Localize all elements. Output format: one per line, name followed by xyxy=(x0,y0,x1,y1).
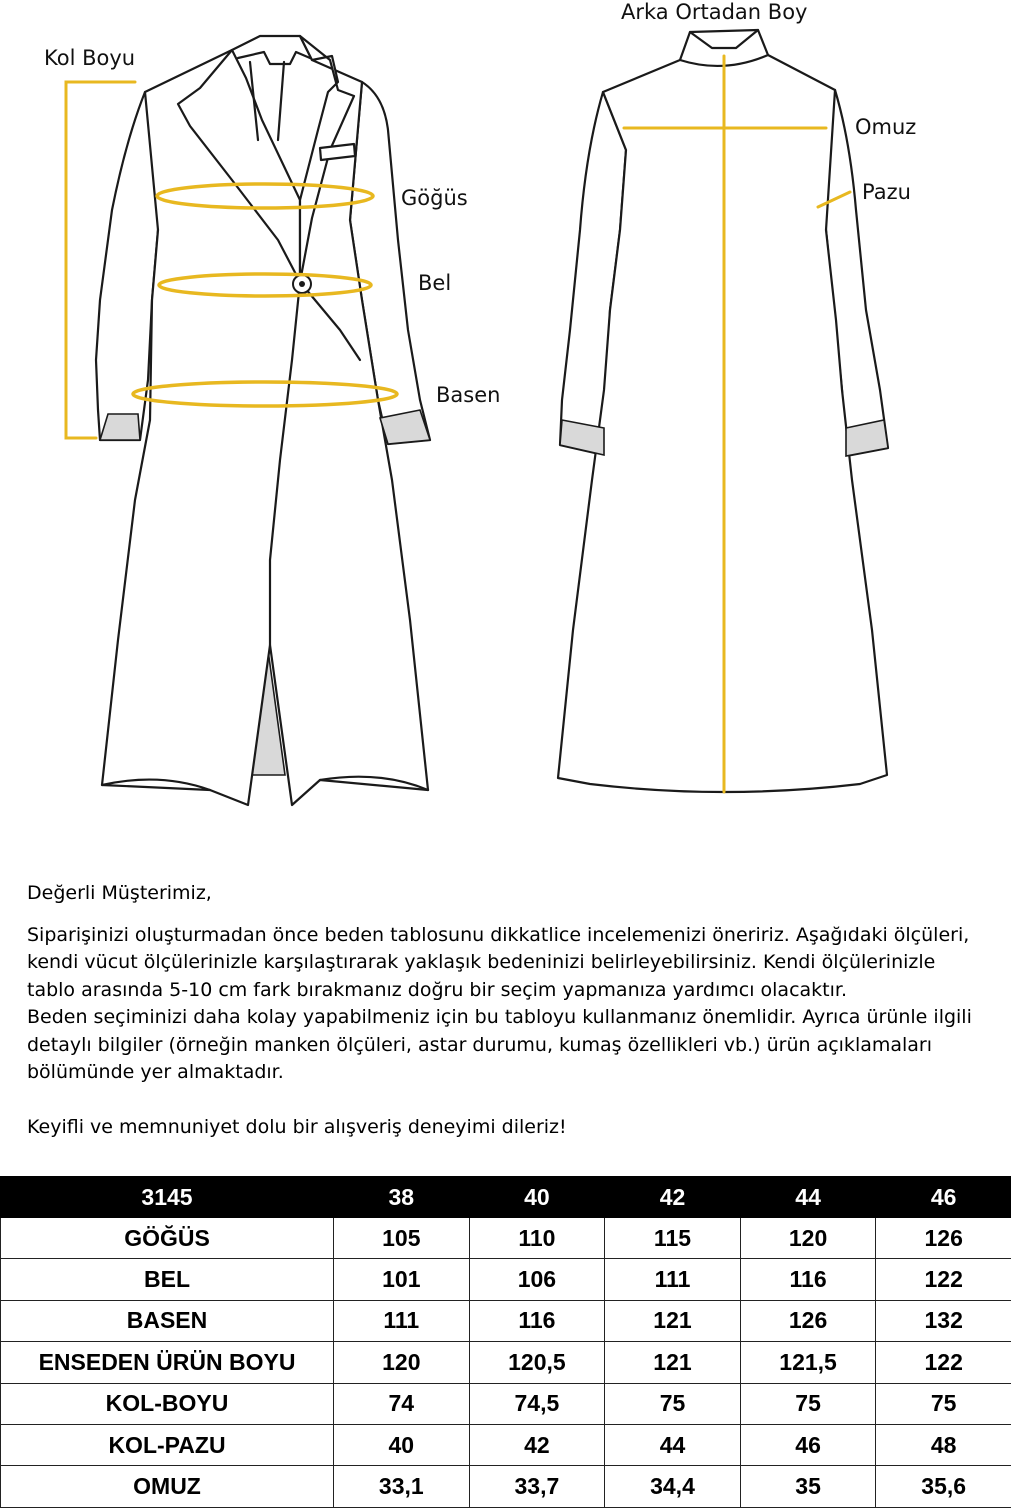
table-row xyxy=(1,1218,1011,1259)
table-cell: 75 xyxy=(605,1383,741,1424)
table-cell: 74,5 xyxy=(469,1383,605,1424)
row-label: GÖĞÜS xyxy=(1,1218,334,1259)
table-cell: 110 xyxy=(469,1218,605,1259)
table-cell: 126 xyxy=(740,1300,876,1341)
table-cell: 120,5 xyxy=(469,1342,605,1383)
coat-front-drawing xyxy=(96,36,430,805)
message-paragraph-2: Beden seçiminizi daha kolay yapabilmeniz için bu tabloyu kullanmanız önemlidir. Ayrıca ürünle ilgili detaylı bilgiler (örneğin manken ölçüleri, astar durumu, kumaş özellikleri vb.) ürün açıklamaları bölümünde yer almaktadır. xyxy=(27,1004,987,1087)
table-row xyxy=(1,1466,1011,1507)
size-chart-table xyxy=(0,1176,1011,1508)
table-cell: 35,6 xyxy=(876,1466,1011,1507)
table-row xyxy=(1,1383,1011,1424)
label-arka-ortadan-boy: Arka Ortadan Boy xyxy=(621,0,807,24)
message-paragraph-1: Siparişinizi oluşturmadan önce beden tablosunu dikkatlice incelemenizi öneririz. Aşağıdaki ölçüleri, kendi vücut ölçülerinizle karşılaştırarak yaklaşık bedeninizi belirleyebilirsiniz. Kendi ölçülerinizle tablo arasında 5-10 cm fark bırakmanız doğru bir seçim yapmanıza yardımcı olacaktır. xyxy=(27,922,987,1005)
table-cell: 75 xyxy=(876,1383,1011,1424)
header-size: 40 xyxy=(469,1177,605,1218)
table-cell: 101 xyxy=(334,1259,470,1300)
table-cell: 46 xyxy=(740,1424,876,1465)
table-cell: 105 xyxy=(334,1218,470,1259)
table-row xyxy=(1,1424,1011,1465)
table-cell: 121 xyxy=(605,1300,741,1341)
label-kol-boyu: Kol Boyu xyxy=(44,46,135,70)
header-product-code: 3145 xyxy=(1,1177,334,1218)
table-cell: 106 xyxy=(469,1259,605,1300)
table-cell: 74 xyxy=(334,1383,470,1424)
table-cell: 122 xyxy=(876,1259,1011,1300)
table-cell: 35 xyxy=(740,1466,876,1507)
table-cell: 44 xyxy=(605,1424,741,1465)
table-cell: 120 xyxy=(740,1218,876,1259)
message-closing: Keyifli ve memnuniyet dolu bir alışveriş deneyimi dileriz! xyxy=(27,1114,987,1142)
label-pazu: Pazu xyxy=(862,180,911,204)
table-cell: 34,4 xyxy=(605,1466,741,1507)
table-cell: 42 xyxy=(469,1424,605,1465)
table-cell: 121,5 xyxy=(740,1342,876,1383)
table-cell: 126 xyxy=(876,1218,1011,1259)
table-cell: 116 xyxy=(740,1259,876,1300)
table-cell: 33,7 xyxy=(469,1466,605,1507)
table-cell: 33,1 xyxy=(334,1466,470,1507)
table-header-row xyxy=(1,1177,1011,1218)
table-cell: 40 xyxy=(334,1424,470,1465)
table-row xyxy=(1,1342,1011,1383)
table-cell: 48 xyxy=(876,1424,1011,1465)
row-label: BASEN xyxy=(1,1300,334,1341)
row-label: BEL xyxy=(1,1259,334,1300)
label-gogus: Göğüs xyxy=(401,186,468,210)
customer-message xyxy=(27,880,987,1141)
table-row xyxy=(1,1300,1011,1341)
row-label: OMUZ xyxy=(1,1466,334,1507)
header-size: 42 xyxy=(605,1177,741,1218)
header-size: 46 xyxy=(876,1177,1011,1218)
table-cell: 122 xyxy=(876,1342,1011,1383)
label-basen: Basen xyxy=(436,383,500,407)
label-omuz: Omuz xyxy=(855,115,916,139)
table-cell: 115 xyxy=(605,1218,741,1259)
message-greeting: Değerli Müşterimiz, xyxy=(27,880,987,908)
table-cell: 111 xyxy=(334,1300,470,1341)
table-cell: 132 xyxy=(876,1300,1011,1341)
row-label: KOL-PAZU xyxy=(1,1424,334,1465)
table-cell: 75 xyxy=(740,1383,876,1424)
table-cell: 116 xyxy=(469,1300,605,1341)
table-cell: 120 xyxy=(334,1342,470,1383)
table-cell: 111 xyxy=(605,1259,741,1300)
table-row xyxy=(1,1259,1011,1300)
table-cell: 121 xyxy=(605,1342,741,1383)
header-size: 38 xyxy=(334,1177,470,1218)
header-size: 44 xyxy=(740,1177,876,1218)
row-label: ENSEDEN ÜRÜN BOYU xyxy=(1,1342,334,1383)
label-bel: Bel xyxy=(418,271,451,295)
row-label: KOL-BOYU xyxy=(1,1383,334,1424)
